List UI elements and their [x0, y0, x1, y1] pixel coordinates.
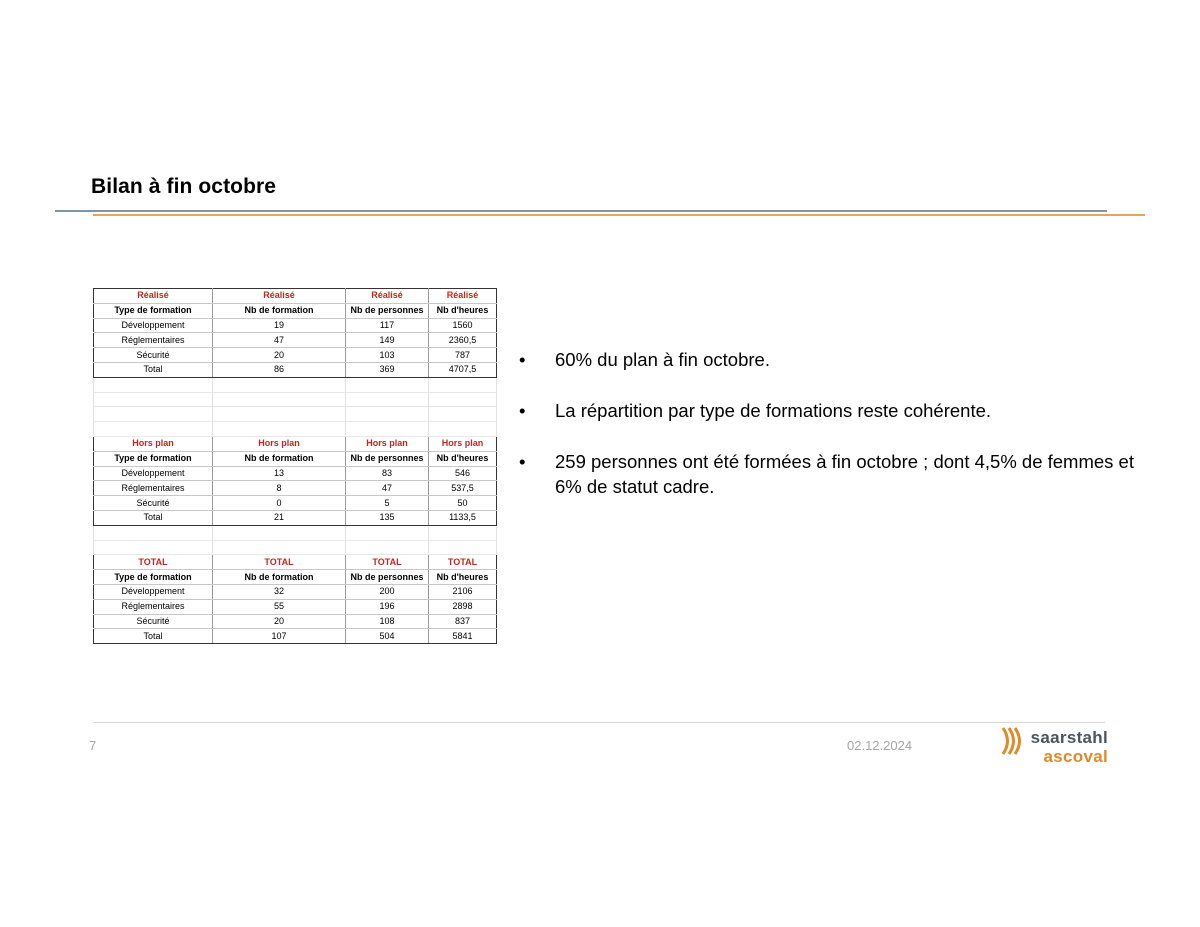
- footer-rule: [93, 722, 1105, 723]
- column-header: Type de formation: [94, 451, 213, 466]
- table-cell: 537,5: [429, 481, 497, 496]
- table-row: [94, 584, 497, 599]
- header-cell: Réalisé: [346, 289, 429, 304]
- hors-plan-total-row: [94, 510, 497, 525]
- table-cell: 4707,5: [429, 362, 497, 377]
- table-cell: 21: [213, 510, 346, 525]
- bullet-symbol: •: [519, 400, 526, 421]
- empty-row: [94, 525, 497, 540]
- table-cell: 83: [346, 466, 429, 481]
- table-cell: 5841: [429, 629, 497, 644]
- table-cell: Réglementaires: [94, 333, 213, 348]
- grand-total-row: [94, 629, 497, 644]
- total-header-row: [94, 555, 497, 570]
- header-cell: Réalisé: [429, 289, 497, 304]
- table-cell: 19: [213, 318, 346, 333]
- table-cell: Sécurité: [94, 614, 213, 629]
- logo-chevron-icon: [1000, 726, 1026, 756]
- table-cell: Réglementaires: [94, 481, 213, 496]
- table-cell: 107: [213, 629, 346, 644]
- realise-columns-row: [94, 303, 497, 318]
- table-cell: 32: [213, 584, 346, 599]
- table-cell: 787: [429, 348, 497, 363]
- column-header: Nb de personnes: [346, 303, 429, 318]
- table-cell: Développement: [94, 466, 213, 481]
- cell-value: 117: [379, 319, 395, 330]
- table-cell: 86: [213, 362, 346, 377]
- realise-header-row: [94, 289, 497, 304]
- table-cell: 0: [213, 496, 346, 511]
- header-cell: Hors plan: [94, 436, 213, 451]
- title-rule-blue: [55, 210, 1107, 212]
- empty-row: [94, 392, 497, 407]
- logo-text-ascoval: ascoval: [1043, 747, 1108, 766]
- column-header: Nb de formation: [213, 570, 346, 585]
- training-table: [93, 288, 497, 644]
- empty-row: [94, 407, 497, 422]
- table-cell: 135: [346, 510, 429, 525]
- bullet-list: [519, 347, 1139, 525]
- table-cell: 108: [346, 614, 429, 629]
- table-cell: Sécurité: [94, 496, 213, 511]
- header-cell: TOTAL: [213, 555, 346, 570]
- column-header: Nb de formation: [213, 303, 346, 318]
- table-cell: 5: [346, 496, 429, 511]
- table-cell: 2898: [429, 599, 497, 614]
- table-cell: 837: [429, 614, 497, 629]
- bullet-item: [519, 449, 1139, 499]
- page-number: 7: [89, 738, 97, 753]
- header-cell: Réalisé: [94, 289, 213, 304]
- header-cell: TOTAL: [94, 555, 213, 570]
- table-cell: Réglementaires: [94, 599, 213, 614]
- table-cell: 2106: [429, 584, 497, 599]
- table-row: [94, 599, 497, 614]
- header-cell: Hors plan: [429, 436, 497, 451]
- hors-plan-header-row: [94, 436, 497, 451]
- table-row: [94, 318, 497, 333]
- bullet-text: La répartition par type de formations reste cohérente.: [555, 400, 992, 421]
- saarstahl-ascoval-logo: [1000, 726, 1108, 768]
- table-cell: 2360,5: [429, 333, 497, 348]
- table-cell: 103: [346, 348, 429, 363]
- table-cell: Sécurité: [94, 348, 213, 363]
- column-header: Nb d'heures: [429, 303, 497, 318]
- header-cell: Hors plan: [213, 436, 346, 451]
- table-cell: 504: [346, 629, 429, 644]
- title-rule-orange: [93, 214, 1145, 216]
- logo-text-saarstahl: saarstahl: [1030, 728, 1108, 747]
- table-cell: [346, 318, 429, 333]
- header-cell: Hors plan: [346, 436, 429, 451]
- table-cell: 20: [213, 614, 346, 629]
- comment-marker-icon: [346, 331, 347, 333]
- table-cell: Développement: [94, 584, 213, 599]
- bullet-item: [519, 347, 1139, 372]
- bullet-symbol: •: [519, 451, 526, 472]
- bullet-text: 259 personnes ont été formées à fin octobre ; dont 4,5% de femmes et 6% de statut cadre.: [555, 451, 1134, 497]
- bullet-text: 60% du plan à fin octobre.: [555, 349, 770, 370]
- table-cell: 149: [346, 333, 429, 348]
- slide-title: Bilan à fin octobre: [91, 175, 277, 198]
- header-cell: Réalisé: [213, 289, 346, 304]
- table-row: [94, 496, 497, 511]
- table-cell: Développement: [94, 318, 213, 333]
- table-cell: 1133,5: [429, 510, 497, 525]
- table-cell: 47: [213, 333, 346, 348]
- column-header: Nb d'heures: [429, 451, 497, 466]
- column-header: Nb d'heures: [429, 570, 497, 585]
- table-cell: 196: [346, 599, 429, 614]
- table-row: [94, 481, 497, 496]
- column-header: Nb de formation: [213, 451, 346, 466]
- table-row: [94, 348, 497, 363]
- table-cell: 8: [213, 481, 346, 496]
- bullet-item: [519, 398, 1139, 423]
- empty-row: [94, 540, 497, 555]
- column-header: Nb de personnes: [346, 451, 429, 466]
- table-cell: 200: [346, 584, 429, 599]
- table-cell: 20: [213, 348, 346, 363]
- header-cell: TOTAL: [429, 555, 497, 570]
- table-cell: 369: [346, 362, 429, 377]
- table-cell: Total: [94, 510, 213, 525]
- table-cell: 13: [213, 466, 346, 481]
- bullet-symbol: •: [519, 349, 526, 370]
- table-cell: 47: [346, 481, 429, 496]
- column-header: Type de formation: [94, 303, 213, 318]
- table-cell: Total: [94, 362, 213, 377]
- training-spreadsheet: [93, 288, 496, 644]
- table-row: [94, 333, 497, 348]
- table-cell: 546: [429, 466, 497, 481]
- column-header: Nb de personnes: [346, 570, 429, 585]
- table-cell: 1560: [429, 318, 497, 333]
- header-cell: TOTAL: [346, 555, 429, 570]
- empty-row: [94, 377, 497, 392]
- realise-total-row: [94, 362, 497, 377]
- table-row: [94, 614, 497, 629]
- footer-date: 02.12.2024: [847, 738, 913, 753]
- table-cell: Total: [94, 629, 213, 644]
- table-cell: 50: [429, 496, 497, 511]
- hors-plan-columns-row: [94, 451, 497, 466]
- total-columns-row: [94, 570, 497, 585]
- empty-row: [94, 422, 497, 437]
- column-header: Type de formation: [94, 570, 213, 585]
- table-row: [94, 466, 497, 481]
- table-cell: 55: [213, 599, 346, 614]
